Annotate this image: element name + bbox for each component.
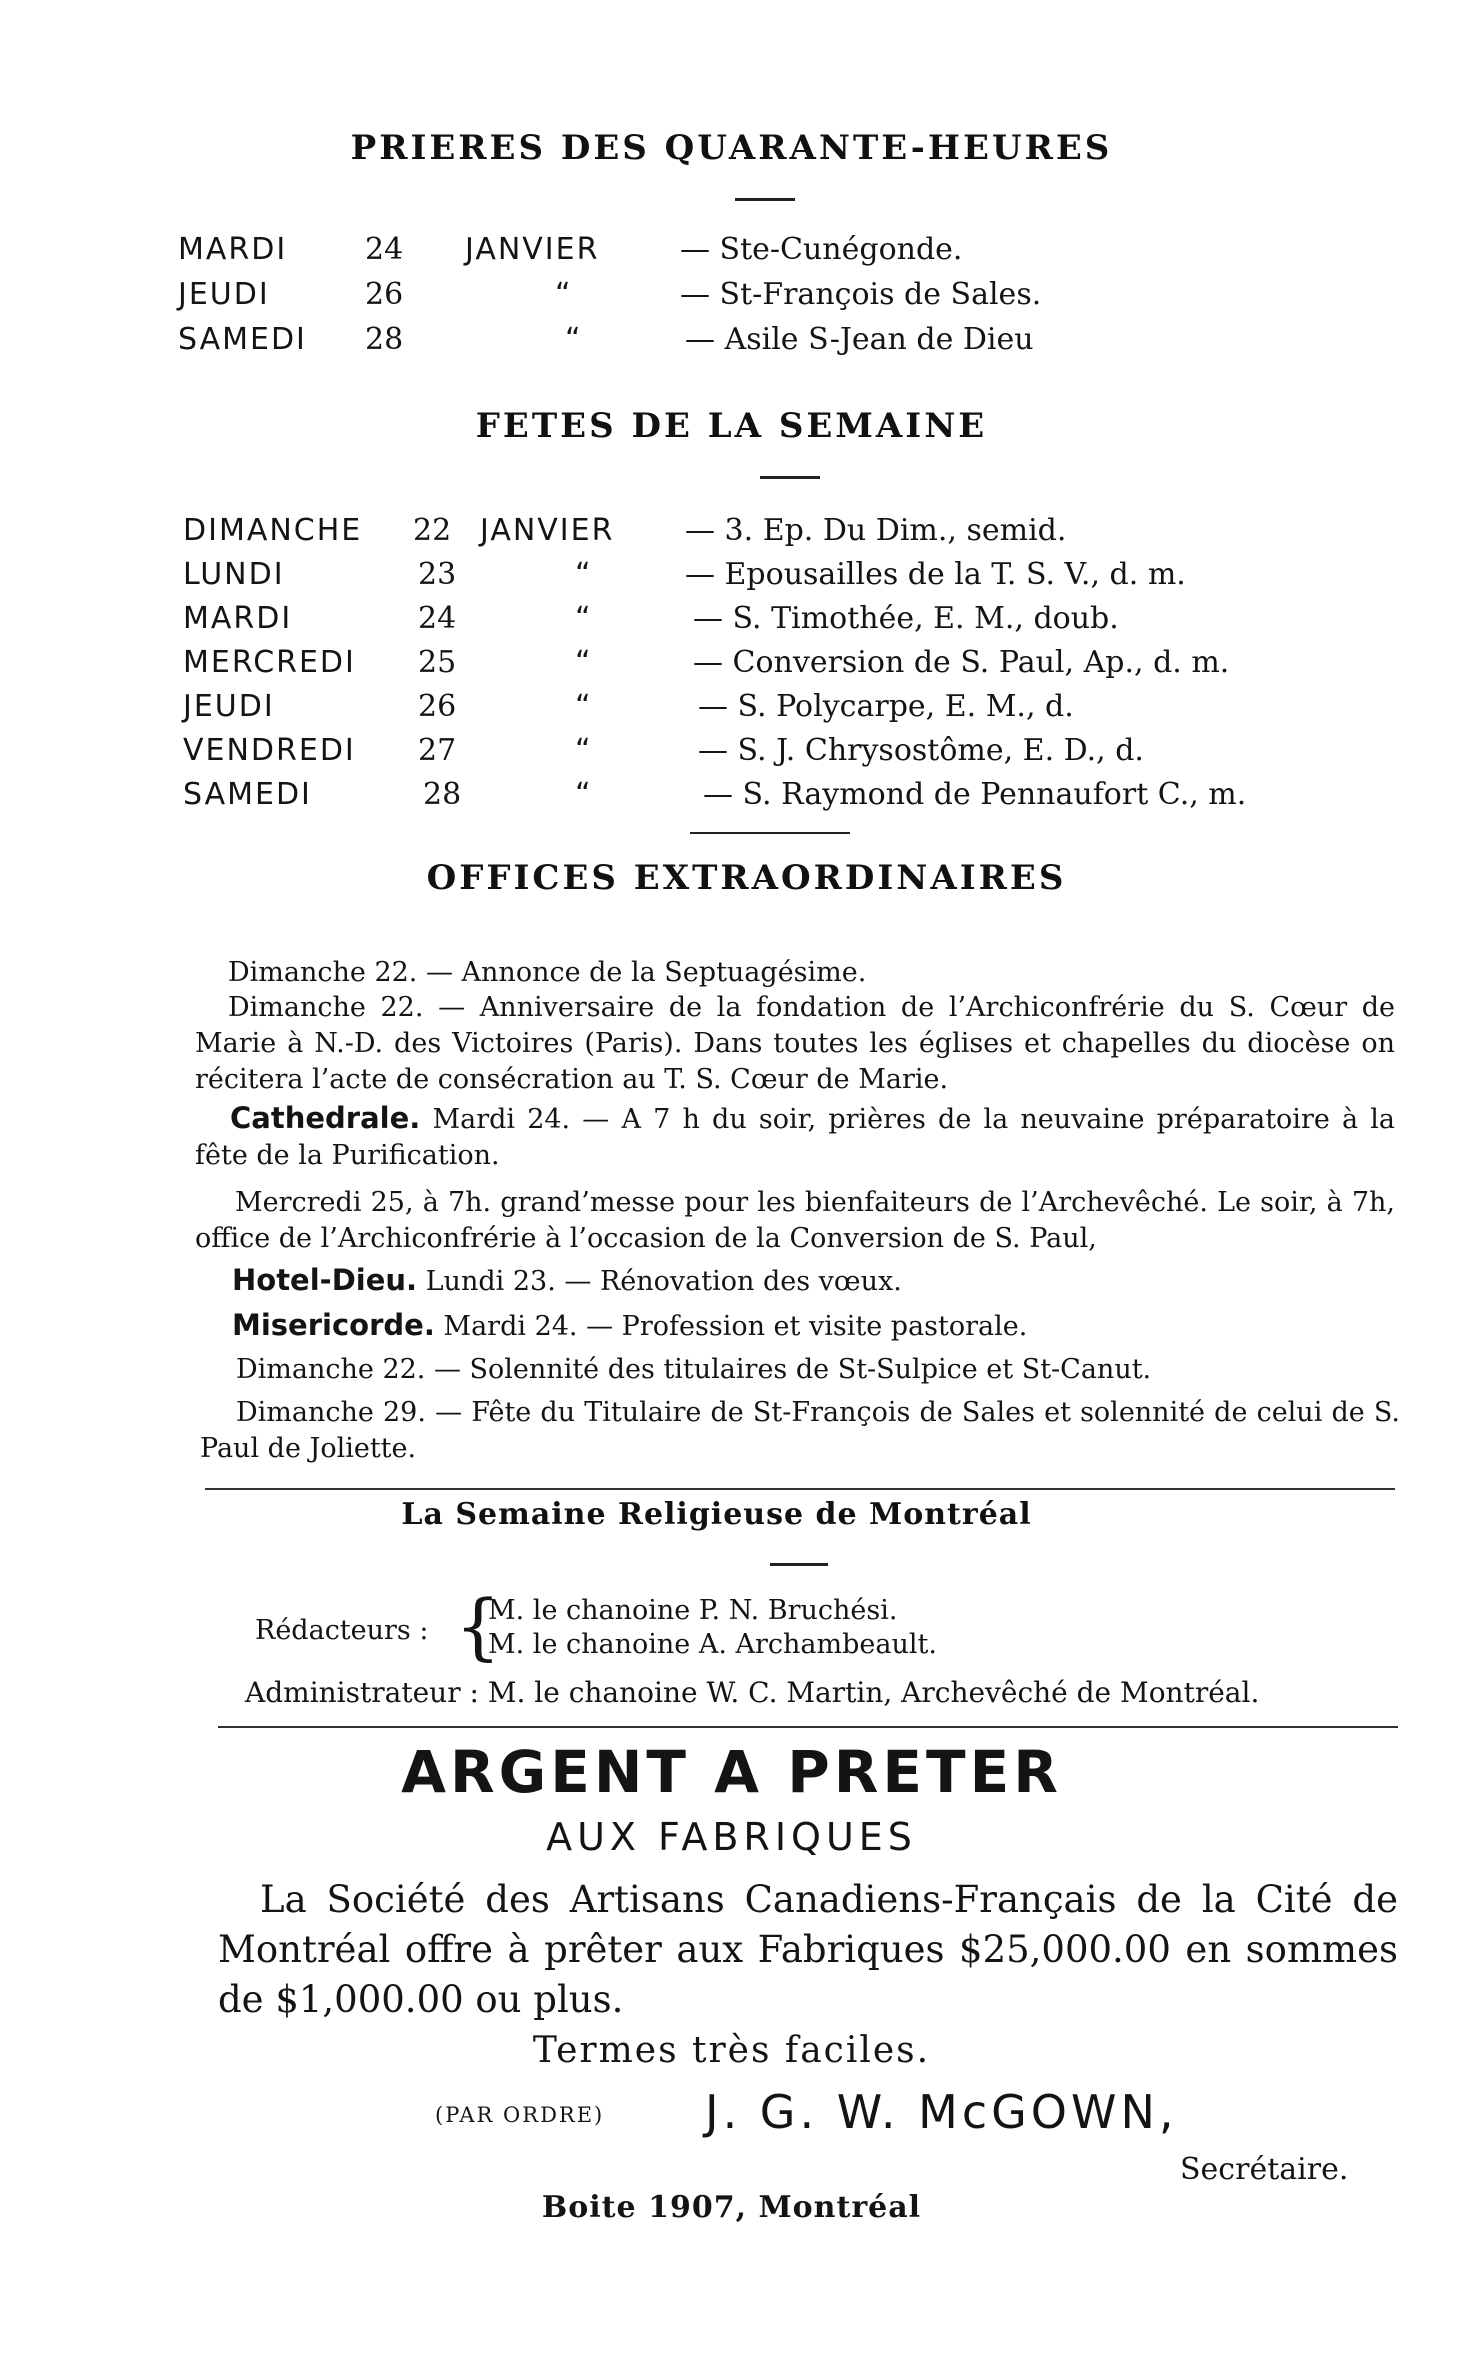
month-cell: “ (575, 645, 593, 680)
month-cell: “ (565, 322, 583, 357)
title-rule (770, 1563, 828, 1566)
ad-signer-title: Secrétaire. (1180, 2152, 1349, 2187)
office-para-text: Dimanche 22. — Anniversaire de la fondation de l’Archiconfrérie du S. Cœur de Marie à N.-D. des Victoires (Paris). Dans toutes les églises et chapelles du diocèse on récitera l’acte de consécration au T. S. Cœur de Marie. (195, 992, 1395, 1095)
par-ordre: (PAR ORDRE) (435, 2103, 605, 2127)
month-cell: JANVIER (465, 232, 600, 267)
num-cell: 26 (365, 277, 404, 312)
cathedrale-label: Cathedrale. (230, 1101, 421, 1135)
text-cell: — S. Timothée, E. M., doub. (693, 601, 1119, 636)
redacteur-1: M. le chanoine P. N. Bruchési. (488, 1595, 898, 1626)
day-cell: VENDREDI (183, 733, 356, 768)
title-rule (735, 198, 795, 201)
section-rule (205, 1488, 1395, 1490)
num-cell: 24 (365, 232, 404, 267)
day-cell: MERCREDI (183, 645, 356, 680)
office-para: Dimanche 22. — Annonce de la Septuagésime. (228, 957, 867, 988)
num-cell: 25 (418, 645, 457, 680)
text-cell: — S. J. Chrysostôme, E. D., d. (698, 733, 1144, 768)
day-cell: LUNDI (183, 557, 285, 592)
text-cell: — Asile S-Jean de Dieu (685, 322, 1034, 357)
day-cell: JEUDI (183, 689, 275, 724)
brace: { (455, 1584, 501, 1668)
semaine-title: La Semaine Religieuse de Montréal (401, 1497, 1032, 1532)
text-cell: — S. Raymond de Pennaufort C., m. (703, 777, 1247, 812)
section-rule (218, 1726, 1398, 1728)
misericorde-text: Mardi 24. — Profession et visite pastorale. (434, 1311, 1028, 1342)
day-cell: MARDI (178, 232, 288, 267)
month-cell: JANVIER (480, 513, 615, 548)
hoteldieu-label: Hotel-Dieu. (232, 1263, 418, 1297)
num-cell: 28 (423, 777, 462, 812)
text-cell: — Conversion de S. Paul, Ap., d. m. (693, 645, 1230, 680)
month-cell: “ (575, 557, 593, 592)
administrateur-line: Administrateur : M. le chanoine W. C. Martin, Archevêché de Montréal. (245, 1676, 1260, 1709)
day-cell: SAMEDI (183, 777, 312, 812)
month-cell: “ (575, 689, 593, 724)
ad-signer: J. G. W. McGOWN, (705, 2085, 1178, 2139)
text-cell: — Epousailles de la T. S. V., d. m. (685, 557, 1186, 592)
month-cell: “ (575, 777, 593, 812)
month-cell: “ (555, 277, 573, 312)
ad-terms: Termes très faciles. (532, 2030, 931, 2071)
text-cell: — St-François de Sales. (680, 277, 1042, 312)
redacteur-2: M. le chanoine A. Archambeault. (488, 1629, 937, 1660)
text-cell: — S. Polycarpe, E. M., d. (698, 689, 1074, 724)
month-cell: “ (575, 733, 593, 768)
num-cell: 28 (365, 322, 404, 357)
day-cell: MARDI (183, 601, 293, 636)
cathedrale-para (195, 1100, 1395, 1174)
num-cell: 24 (418, 601, 457, 636)
text-cell: — 3. Ep. Du Dim., semid. (685, 513, 1067, 548)
hoteldieu-text: Lundi 23. — Rénovation des vœux. (417, 1266, 902, 1297)
text-cell: — Ste-Cunégonde. (680, 232, 963, 267)
ad-address: Boite 1907, Montréal (541, 2190, 922, 2225)
fetes-title: FETES DE LA SEMAINE (475, 406, 988, 446)
day-cell: DIMANCHE (183, 513, 363, 548)
num-cell: 27 (418, 733, 457, 768)
dimanche22-para: Dimanche 22. — Solennité des titulaires de St-Sulpice et St-Canut. (236, 1354, 1152, 1385)
num-cell: 22 (413, 513, 452, 548)
misericorde-para (232, 1307, 1392, 1345)
section-rule (690, 832, 850, 834)
redacteurs-label: Rédacteurs : (255, 1615, 429, 1646)
num-cell: 23 (418, 557, 457, 592)
ad-body: La Société des Artisans Canadiens-Français de la Cité de Montréal offre à prêter aux Fabriques $25,000.00 en sommes de $1,000.00 ou plus. (218, 1878, 1398, 2021)
ad-headline: ARGENT A PRETER (401, 1738, 1062, 1806)
quarante-heures-title: PRIERES DES QUARANTE-HEURES (350, 128, 1113, 168)
day-cell: SAMEDI (178, 322, 307, 357)
month-cell: “ (575, 601, 593, 636)
title-rule (760, 476, 820, 479)
dimanche29-para: Dimanche 29. — Fête du Titulaire de St-François de Sales et solennité de celui de S. Paul de Joliette. (200, 1397, 1400, 1464)
mercredi-para: Mercredi 25, à 7h. grand’messe pour les bienfaiteurs de l’Archevêché. Le soir, à 7h, office de l’Archiconfrérie à l’occasion de la Conversion de S. Paul, (195, 1187, 1395, 1254)
num-cell: 26 (418, 689, 457, 724)
day-cell: JEUDI (178, 277, 270, 312)
cathedrale-text: Mardi 24. — A 7 h du soir, prières de la neuvaine préparatoire à la fête de la Purification. (195, 1104, 1395, 1171)
office-para (195, 990, 1395, 1098)
hoteldieu-para (232, 1262, 1392, 1300)
ad-subhead: AUX FABRIQUES (546, 1815, 917, 1859)
misericorde-label: Misericorde. (232, 1308, 435, 1342)
offices-title: OFFICES EXTRAORDINAIRES (426, 858, 1067, 898)
